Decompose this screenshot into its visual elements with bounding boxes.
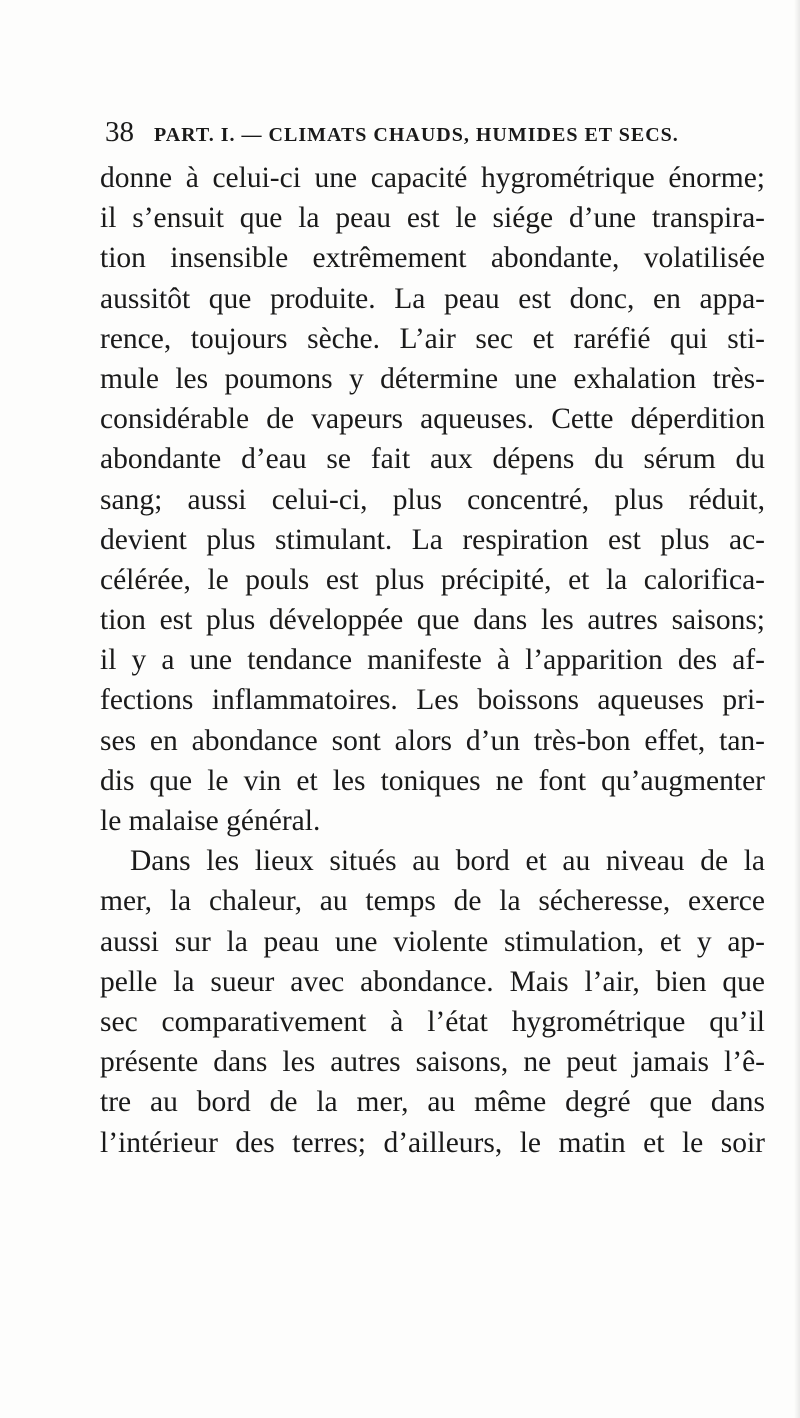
text-line: sec comparativement à l’état hygrométrique qu’il (100, 1005, 765, 1038)
text-line: abondante d’eau se fait aux dépens du sérum du (100, 443, 765, 476)
text-line: pelle la sueur avec abondance. Mais l’air, bien que (100, 965, 765, 998)
text-line: mule les poumons y détermine une exhalation très- (100, 362, 765, 395)
text-line: Dans les lieux situés au bord et au niveau de la (130, 845, 765, 878)
paragraph (100, 158, 765, 841)
text-line: rence, toujours sèche. L’air sec et raréfié qui sti- (100, 322, 765, 355)
text-line: il s’ensuit que la peau est le siége d’une transpira- (100, 202, 765, 235)
text-line: considérable de vapeurs aqueuses. Cette déperdition (100, 403, 765, 436)
text-line: le malaise général. (100, 805, 321, 837)
text-line: donne à celui-ci une capacité hygrométrique énorme; (100, 162, 765, 194)
text-line: l’intérieur des terres; d’ailleurs, le matin et le soir (100, 1126, 765, 1159)
text-line: mer, la chaleur, au temps de la sécheresse, exerce (100, 885, 765, 918)
text-line: aussitôt que produite. La peau est donc, en appa- (100, 282, 765, 315)
text-line: fections inflammatoires. Les boissons aqueuses pri- (100, 684, 765, 717)
body-text (100, 158, 765, 1163)
running-head: PART. I. — CLIMATS CHAUDS, HUMIDES ET SECS. (154, 124, 679, 146)
text-line: devient plus stimulant. La respiration est plus ac- (100, 523, 765, 556)
page-edge-shadow (794, 0, 800, 1418)
page-header (105, 116, 765, 152)
page-number: 38 (105, 116, 134, 148)
text-line: célérée, le pouls est plus précipité, et la calorifica- (100, 563, 765, 596)
text-line: tion est plus développée que dans les autres saisons; (100, 604, 765, 637)
text-line: tre au bord de la mer, au même degré que dans (100, 1086, 765, 1119)
paragraph (100, 841, 765, 1163)
text-line: sang; aussi celui-ci, plus concentré, plus réduit, (100, 483, 765, 516)
text-line: tion insensible extrêmement abondante, volatilisée (100, 242, 765, 275)
text-line: présente dans les autres saisons, ne peut jamais l’ê- (100, 1046, 765, 1079)
text-line: aussi sur la peau une violente stimulation, et y ap- (100, 925, 765, 958)
text-line: ses en abondance sont alors d’un très-bon effet, tan- (100, 724, 765, 757)
text-line: il y a une tendance manifeste à l’apparition des af- (100, 644, 765, 677)
text-line: dis que le vin et les toniques ne font qu’augmenter (100, 764, 765, 797)
